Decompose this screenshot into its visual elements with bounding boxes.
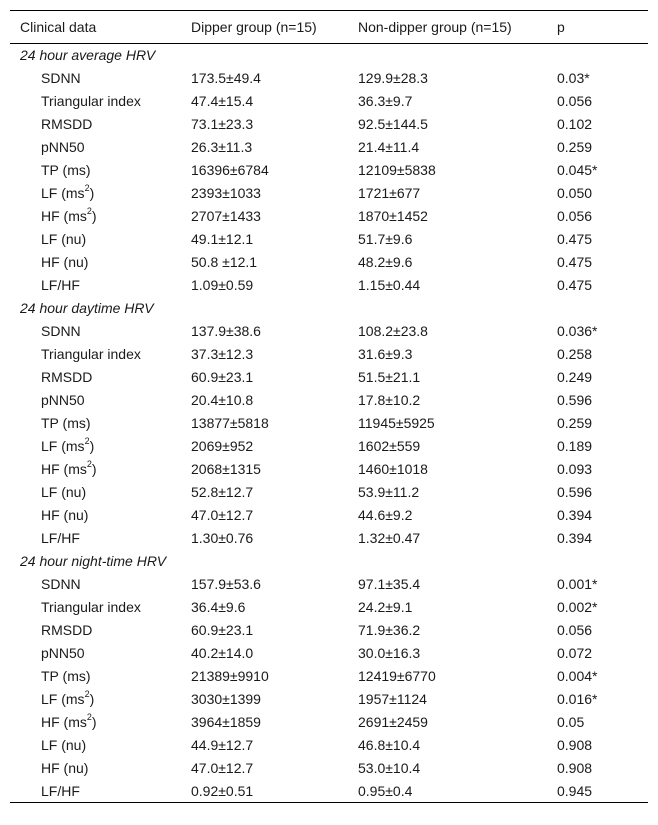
table-row [10,251,648,274]
row-label-text: LF (ms [41,185,85,201]
row-label-text: RMSDD [41,369,93,385]
dipper-value: 21389±9910 [191,668,269,684]
p-value: 0.908 [557,737,593,753]
row-label-text: LF (ms [41,691,85,707]
p-value: 0.394 [557,507,593,523]
table-row [10,159,648,182]
hrv-table [10,10,648,803]
dipper-value: 52.8±12.7 [191,484,254,500]
non-dipper-value: 31.6±9.3 [358,346,413,362]
dipper-value: 47.4±15.4 [191,93,254,109]
non-dipper-value: 53.0±10.4 [358,760,421,776]
p-value: 0.475 [557,254,593,270]
non-dipper-value: 1602±559 [358,438,421,454]
non-dipper-value: 44.6±9.2 [358,507,413,523]
row-label-text: SDNN [41,323,81,339]
row-label-superscript: 2 [84,689,90,700]
row-label-suffix: ) [89,438,95,454]
p-value: 0.596 [557,392,593,408]
row-label [10,366,191,389]
p-value: 0.093 [557,461,593,477]
row-label [10,458,191,481]
non-dipper-value: 1.15±0.44 [358,277,421,293]
p-value: 0.045* [557,162,598,178]
table-row [10,90,648,113]
row-label-text: RMSDD [41,622,93,638]
table-row [10,320,648,343]
dipper-value: 137.9±38.6 [191,323,261,339]
row-label [10,619,191,642]
p-value: 0.475 [557,277,593,293]
row-label-superscript: 2 [84,436,90,447]
dipper-value: 73.1±23.3 [191,116,254,132]
p-value: 0.016* [557,691,598,707]
row-label-text: LF/HF [41,782,80,799]
dipper-value: 1.09±0.59 [191,277,254,293]
row-label [10,136,191,159]
row-label-text: Triangular index [41,346,141,362]
row-label-text: HF (ms [41,461,87,477]
table-row [10,619,648,642]
table-row [10,780,648,803]
row-label [10,481,191,504]
row-label [10,665,191,688]
row-label [10,642,191,665]
row-label-text: Triangular index [41,599,141,615]
row-label-text: Triangular index [41,93,141,109]
row-label-text: LF/HF [41,277,80,293]
non-dipper-value: 48.2±9.6 [358,254,413,270]
row-label-superscript: 2 [84,183,90,194]
table-row [10,458,648,481]
row-label-text: HF (nu) [41,507,89,523]
row-label [10,435,191,458]
row-label-text: pNN50 [41,392,85,408]
dipper-value: 173.5±49.4 [191,70,261,86]
p-value: 0.001* [557,576,598,592]
non-dipper-value: 36.3±9.7 [358,93,413,109]
non-dipper-value: 1721±677 [358,185,421,201]
col-header-dipper: Dipper group (n=15) [191,11,358,44]
row-label [10,182,191,205]
row-label-text: LF (nu) [41,231,87,247]
p-value: 0.002* [557,599,598,615]
p-value: 0.004* [557,668,598,684]
header-row [10,11,648,44]
table-row [10,205,648,228]
non-dipper-value: 30.0±16.3 [358,645,421,661]
table-row [10,343,648,366]
dipper-value: 2068±1315 [191,461,261,477]
p-value: 0.056 [557,93,593,109]
section-header-row [10,550,648,573]
dipper-value: 3030±1399 [191,691,261,707]
dipper-value: 1.30±0.76 [191,530,254,546]
dipper-value: 13877±5818 [191,415,269,431]
p-value: 0.475 [557,231,593,247]
col-header-p: p [557,11,648,44]
row-label [10,711,191,734]
dipper-value: 60.9±23.1 [191,622,254,638]
row-label [10,734,191,757]
table-row [10,366,648,389]
table-row [10,182,648,205]
non-dipper-value: 129.9±28.3 [358,70,428,86]
table-row [10,573,648,596]
dipper-value: 40.2±14.0 [191,645,254,661]
row-label [10,780,191,803]
non-dipper-value: 71.9±36.2 [358,622,421,638]
dipper-value: 50.8 ±12.1 [191,254,258,270]
table-row [10,67,648,90]
col-header-non-dipper: Non-dipper group (n=15) [358,11,557,44]
section-header-row [10,44,648,67]
table-row [10,389,648,412]
row-label [10,113,191,136]
non-dipper-value: 11945±5925 [358,415,435,431]
p-value: 0.394 [557,530,593,546]
row-label-text: HF (ms [41,714,87,730]
section-title: 24 hour average HRV [20,47,156,64]
row-label [10,159,191,182]
col-header-clinical-data: Clinical data [10,11,191,44]
table-body [10,44,648,803]
section-header-row [10,297,648,320]
section-title: 24 hour daytime HRV [20,300,154,316]
table-row [10,136,648,159]
p-value: 0.189 [557,438,593,454]
table-row [10,435,648,458]
row-label-suffix: ) [91,208,97,224]
row-label-suffix: ) [89,185,95,201]
dipper-value: 44.9±12.7 [191,737,254,753]
dipper-value: 2069±952 [191,438,254,454]
row-label-superscript: 2 [86,459,92,470]
row-label [10,90,191,113]
table-row [10,757,648,780]
row-label-suffix: ) [89,691,95,707]
non-dipper-value: 92.5±144.5 [358,116,428,132]
row-label [10,274,191,297]
row-label [10,205,191,228]
table-row [10,734,648,757]
row-label [10,320,191,343]
row-label-text: LF/HF [41,530,80,546]
non-dipper-value: 0.95±0.4 [358,780,557,803]
row-label [10,573,191,596]
dipper-value: 49.1±12.1 [191,231,254,247]
row-label-text: HF (nu) [41,254,89,270]
table-row [10,642,648,665]
dipper-value: 47.0±12.7 [191,760,254,776]
dipper-value: 20.4±10.8 [191,392,254,408]
non-dipper-value: 17.8±10.2 [358,392,421,408]
p-value: 0.050 [557,185,593,201]
p-value: 0.03* [557,70,590,86]
row-label [10,504,191,527]
table-row [10,688,648,711]
row-label-superscript: 2 [86,206,92,217]
table-row [10,228,648,251]
row-label [10,596,191,619]
non-dipper-value: 12419±6770 [358,668,436,684]
row-label-text: TP (ms) [41,162,91,178]
row-label [10,688,191,711]
row-label-text: TP (ms) [41,415,91,431]
row-label-superscript: 2 [86,712,92,723]
p-value: 0.102 [557,116,593,132]
dipper-value: 37.3±12.3 [191,346,254,362]
non-dipper-value: 46.8±10.4 [358,737,421,753]
row-label-text: RMSDD [41,116,93,132]
row-label-suffix: ) [91,714,97,730]
dipper-value: 2393±1033 [191,185,261,201]
row-label [10,343,191,366]
p-value: 0.596 [557,484,593,500]
row-label-text: LF (ms [41,438,85,454]
row-label [10,412,191,435]
table-header [10,11,648,44]
non-dipper-value: 12109±5838 [358,162,436,178]
section-title: 24 hour night-time HRV [20,553,167,569]
p-value: 0.072 [557,645,593,661]
dipper-value: 26.3±11.3 [191,139,253,155]
p-value: 0.259 [557,139,593,155]
non-dipper-value: 1870±1452 [358,208,428,224]
p-value: 0.908 [557,760,593,776]
p-value: 0.249 [557,369,593,385]
row-label [10,251,191,274]
dipper-value: 157.9±53.6 [191,576,261,592]
dipper-value: 16396±6784 [191,162,269,178]
p-value: 0.05 [557,714,585,730]
row-label-text: SDNN [41,576,81,592]
p-value: 0.259 [557,415,593,431]
dipper-value: 2707±1433 [191,208,261,224]
row-label-text: HF (nu) [41,760,89,776]
p-value: 0.945 [557,780,648,803]
row-label-text: TP (ms) [41,668,91,684]
row-label [10,228,191,251]
row-label-text: pNN50 [41,645,85,661]
row-label [10,389,191,412]
p-value: 0.258 [557,346,593,362]
table-row [10,274,648,297]
non-dipper-value: 108.2±23.8 [358,323,428,339]
p-value: 0.056 [557,622,593,638]
non-dipper-value: 53.9±11.2 [358,484,420,500]
non-dipper-value: 2691±2459 [358,714,428,730]
hrv-table-container [10,10,648,803]
non-dipper-value: 51.5±21.1 [358,369,421,385]
non-dipper-value: 21.4±11.4 [358,139,420,155]
table-row [10,504,648,527]
non-dipper-value: 1957±1124 [358,691,427,707]
dipper-value: 0.92±0.51 [191,780,358,803]
non-dipper-value: 97.1±35.4 [358,576,421,592]
table-row [10,113,648,136]
non-dipper-value: 1460±1018 [358,461,428,477]
non-dipper-value: 24.2±9.1 [358,599,413,615]
dipper-value: 47.0±12.7 [191,507,254,523]
dipper-value: 60.9±23.1 [191,369,254,385]
table-row [10,596,648,619]
row-label [10,527,191,550]
table-row [10,711,648,734]
table-row [10,665,648,688]
non-dipper-value: 51.7±9.6 [358,231,413,247]
row-label-text: pNN50 [41,139,85,155]
row-label-suffix: ) [91,461,97,477]
row-label [10,757,191,780]
row-label-text: LF (nu) [41,484,87,500]
table-row [10,481,648,504]
row-label-text: HF (ms [41,208,87,224]
p-value: 0.056 [557,208,593,224]
non-dipper-value: 1.32±0.47 [358,530,421,546]
row-label [10,67,191,90]
p-value: 0.036* [557,323,598,339]
dipper-value: 3964±1859 [191,714,261,730]
dipper-value: 36.4±9.6 [191,599,246,615]
table-row [10,527,648,550]
table-row [10,412,648,435]
row-label-text: SDNN [41,70,81,86]
row-label-text: LF (nu) [41,737,87,753]
